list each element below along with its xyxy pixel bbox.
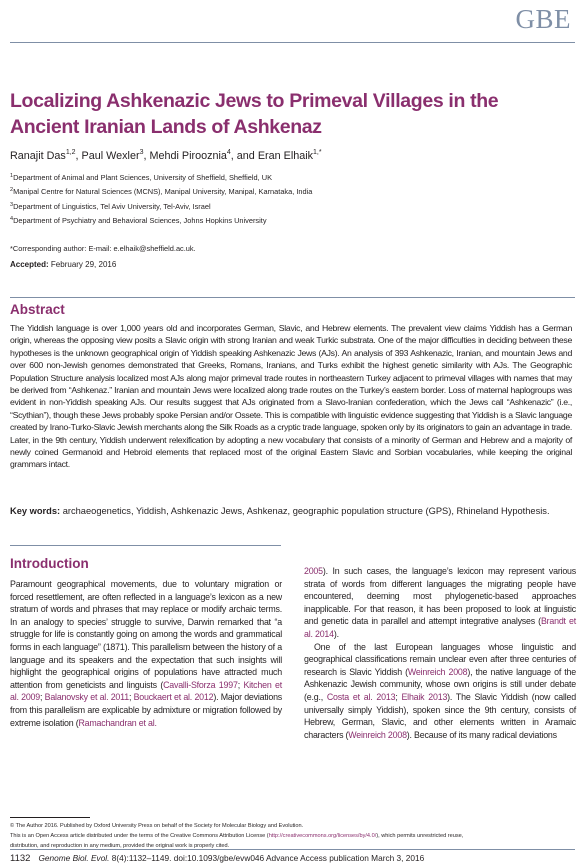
- accepted-label: Accepted:: [10, 260, 49, 269]
- affiliation-number: 3: [10, 201, 14, 208]
- citation-link[interactable]: Cavalli-Sforza 1997: [163, 679, 238, 690]
- license-text-b: ), which permits unrestricted reuse,: [376, 832, 464, 839]
- citation-link[interactable]: Brandt et al. 2014: [304, 616, 576, 639]
- text-segment: ). Because of its many radical deviations: [406, 729, 557, 740]
- author-affiliation-marker: 4: [226, 149, 231, 156]
- citation-link[interactable]: Elhaik 2013: [401, 691, 448, 702]
- intro-left-column: [10, 578, 282, 729]
- text-segment: ;: [128, 692, 134, 703]
- copyright-footnote: [10, 822, 570, 851]
- citation-link[interactable]: Bouckaert et al. 2012: [133, 692, 214, 703]
- affiliation-text: Department of Animal and Plant Sciences, University of Sheffield, Sheffield, UK: [13, 173, 273, 182]
- introduction-rule: [10, 545, 281, 546]
- license-line: [10, 832, 570, 842]
- journal-name: Genome Biol. Evol.: [38, 853, 110, 863]
- text-segment: One of the last European languages whose linguistic and geographical classifications remain unclear even after three centuries of research is Slavic Yiddish (: [304, 641, 576, 677]
- citation-link[interactable]: Kitchen et al. 2009: [10, 679, 282, 703]
- affiliation-item: [10, 185, 570, 199]
- text-segment: ;: [395, 691, 402, 702]
- text-segment: ), the native language of the Ashkenazic Jewish community, whose own origins is still under debate (e.g.,: [304, 666, 576, 702]
- citation-link[interactable]: Weinreich 2008: [348, 729, 407, 740]
- author-separator: ,: [75, 150, 82, 162]
- text-segment: ;: [40, 692, 45, 703]
- affiliation-number: 4: [10, 216, 14, 223]
- citation-link[interactable]: Weinreich 2008: [407, 666, 468, 677]
- intro-right-paragraph-1: [304, 565, 576, 641]
- affiliation-text: Department of Linguistics, Tel Aviv University, Tel-Aviv, Israel: [13, 201, 211, 211]
- author-separator: ,: [143, 150, 150, 162]
- author-affiliation-marker: 1,*: [313, 149, 322, 156]
- introduction-heading: Introduction: [10, 556, 89, 571]
- copyright-line: © The Author 2016. Published by Oxford University Press on behalf of the Society for Molecular Biology and Evolution.: [10, 823, 304, 829]
- affiliation-number: 1: [10, 173, 14, 179]
- text-segment: ). The Slavic Yiddish (now called universally simply Yiddish), spoken since the 9th century, consists of Hebrew, German, Slavic, and other elements written in Aramaic characters (: [304, 691, 576, 740]
- citation-link[interactable]: Balanovsky et al. 2011: [44, 692, 129, 703]
- text-segment: ). Major deviations from this parallelism are explicable by admixture or migration followed by extreme isolation (: [10, 692, 283, 728]
- citation-link[interactable]: Costa et al. 2013: [326, 691, 396, 702]
- citation-info: 8(4):1132–1149. doi:10.1093/gbe/evw046 Advance Access publication March 3, 2016: [109, 853, 425, 863]
- author-name: Mehdi Pirooznia: [149, 150, 227, 162]
- author-list: [10, 150, 570, 162]
- affiliation-number: 2: [10, 187, 14, 194]
- affiliation-item: [10, 200, 570, 214]
- text-segment: ).: [333, 628, 339, 639]
- journal-tag: GBE: [515, 4, 571, 34]
- abstract-rule: [10, 297, 575, 298]
- text-segment: Paramount geographical movements, due to voluntary migration or forced resettlement, are often reflected in a language’s lexicon as a new stratum of words and phrases that may replace or modify archaic terms. In an analogy to species’ struggle to survive, Darwin remarked that “a struggle for life is constantly going on among the words and grammatical forms in each language” (1871). This parallelism between the history of a language and its speakers and the expectation that such insights will highlight the geographical origins of populations have attracted much attention from geneticists and linguists (: [10, 579, 282, 690]
- keywords-text: archaeogenetics, Yiddish, Ashkenazic Jews, Ashkenaz, geographic population structure (GPS), Rhineland Hypothesis.: [62, 506, 550, 516]
- reuse-line: distribution, and reproduction in any medium, provided the original work is properly cited.: [10, 842, 230, 849]
- license-link[interactable]: http://creativecommons.org/licenses/by/4.0/: [268, 832, 377, 839]
- keywords-label: Key words:: [10, 506, 61, 516]
- affiliation-text: Manipal Centre for Natural Sciences (MCNS), Manipal University, Manipal, Karnataka, India: [13, 187, 313, 197]
- footnote-rule: [10, 817, 90, 818]
- affiliation-text: Department of Psychiatry and Behavioral Sciences, Johns Hopkins University: [13, 216, 267, 226]
- license-text-a: This is an Open Access article distributed under the terms of the Creative Commons Attribution License (: [10, 832, 269, 839]
- intro-right-column: [304, 565, 576, 741]
- footer-rule: [10, 849, 575, 850]
- citation-link[interactable]: Ramachandran et al.: [78, 717, 157, 728]
- text-segment: ). In such cases, the language’s lexicon may represent various strata of words from different languages the migrating people have encountered, deeming most phylogenetic-based approaches inapplicable. For that reason, it has been proposed to look at linguistic and genetic data in parallel and attempt integrative analyses (: [304, 566, 576, 627]
- affiliation-item: [10, 171, 570, 185]
- corresponding-author: *Corresponding author: E-mail: e.elhaik@sheffield.ac.uk.: [10, 244, 196, 253]
- abstract-heading: Abstract: [10, 302, 65, 317]
- author-name: Ranajit Das: [10, 150, 66, 162]
- accepted-date-line: [10, 259, 570, 271]
- accepted-date: February 29, 2016: [50, 260, 117, 269]
- page-footer: [10, 853, 424, 864]
- author-name: Eran Elhaik: [257, 150, 314, 162]
- author-affiliation-marker: 3: [139, 149, 144, 156]
- author-affiliation-marker: 1,2: [65, 149, 76, 156]
- keywords: [10, 505, 572, 518]
- header-rule: [10, 42, 575, 43]
- author-separator: , and: [230, 150, 258, 162]
- intro-right-paragraph-2: [304, 641, 576, 742]
- page-number: 1132: [10, 853, 31, 864]
- text-segment: ;: [237, 679, 244, 690]
- author-name: Paul Wexler: [81, 150, 140, 162]
- affiliation-list: [10, 171, 570, 229]
- affiliation-item: [10, 214, 570, 228]
- citation-link[interactable]: 2005: [304, 566, 323, 576]
- article-title: Localizing Ashkenazic Jews to Primeval Villages in the Ancient Iranian Lands of Ashkenaz: [10, 90, 499, 138]
- abstract-text: The Yiddish language is over 1,000 years old and incorporates German, Slavic, and Hebrew elements. The prevalent view claims Yiddish has a German origin, whereas the opposing view posits a Slavic origin with strong Iranian and weak Turkic substrata. One of the major difficulties in deciding between these hypotheses is the unknown geographical origin of Yiddish speaking Ashkenazic Jews (AJs). An analysis of 393 Ashkenazic, Iranian, and mountain Jews and over 600 non-Jewish genomes demonstrated that Greeks, Romans, Iranians, and Turks exhibit the highest genetic similarity with AJs. The Geographic Population Structure analysis localized most AJs along major primeval trade routes in northeastern Turkey adjacent to primeval villages with names that may be derived from “Ashkenaz.” Iranian and mountain Jews were localized along trade routes on the Turkey’s eastern border. Loss of maternal haplogroups was evident in non-Yiddish speaking AJs. Our results suggest that AJs originated from a Slavo-Iranian confederation, which the Jews call “Ashkenazic” (i.e., “Scythian”), though these Jews probably spoke Persian and/or Ossete. This is compatible with linguistic evidence suggesting that Yiddish is a Slavic language created by Irano-Turko-Slavic Jewish merchants along the Silk Roads as a cryptic trade language, spoken only by its originators to gain an advantage in trade. Later, in the 9th century, Yiddish underwent relexification by adopting a new vocabulary that consists of a minority of German and Hebrew and a majority of newly coined Germanoid and Hebroid elements that replaced most of the original Eastern Slavic and Sorbian vocabularies, while keeping the original grammars intact.: [10, 323, 572, 470]
